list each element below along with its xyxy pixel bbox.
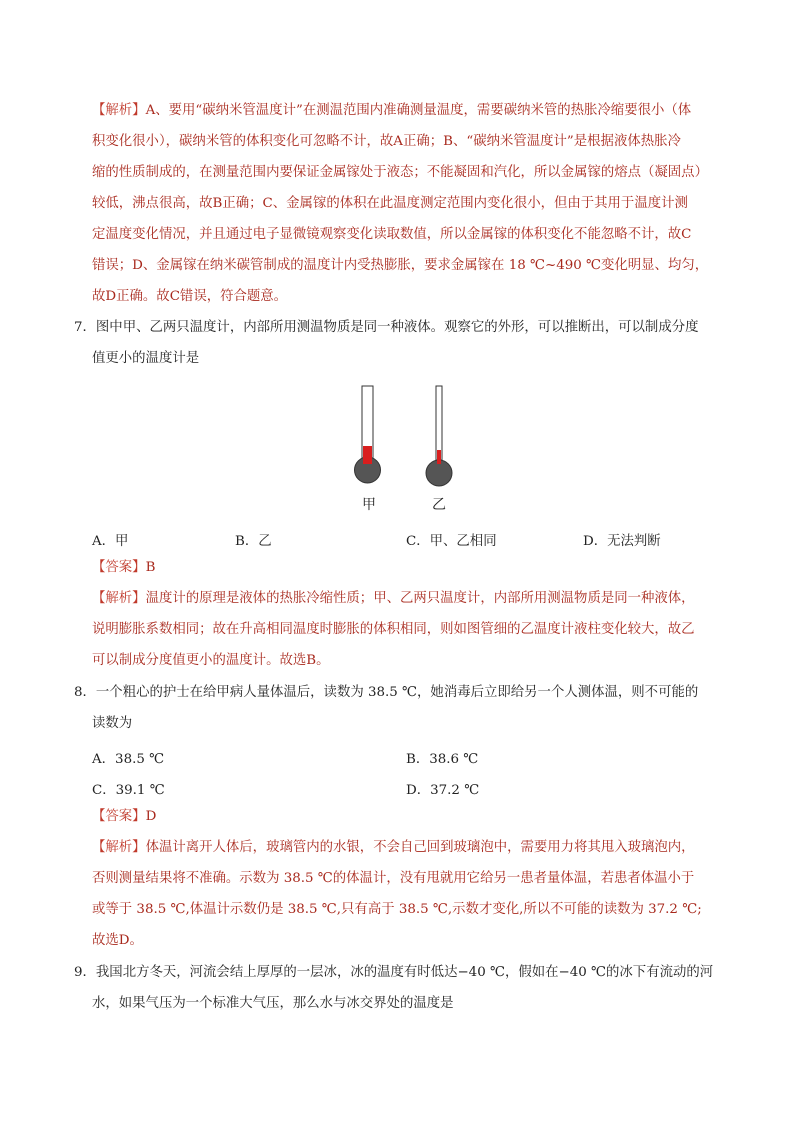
q8-option-d[interactable]: D．37.2 ℃	[406, 783, 480, 798]
q8-analysis-label: 【解析】	[92, 840, 146, 855]
q7-stem-line-1: 7．图中甲、乙两只温度计，内部所用测温物质是同一种液体。观察它的外形，可以推断出，可以制成分度	[74, 320, 699, 335]
q7-option-b[interactable]: B．乙	[235, 534, 272, 549]
q7-answer-value: B	[145, 560, 156, 575]
thermometer-figure	[350, 384, 470, 514]
q7-analysis-line-2: 说明膨胀系数相同；故在升高相同温度时膨胀的体积相同，则如图管细的乙温度计液柱变化较大，故乙	[92, 622, 695, 637]
thermometer-yi-tube	[436, 386, 442, 460]
q6-analysis-line-6: 错误；D、金属镓在纳米碳管制成的温度计内受热膨胀，要求金属镓在 18 ℃~490 ℃变化明显、均匀，	[92, 258, 709, 273]
q7-answer	[92, 561, 155, 574]
q9-stem-line-1: 9．我国北方冬天，河流会结上厚厚的一层冰，冰的温度有时低达−40 ℃，假如在−40 ℃的冰下有流动的河	[74, 965, 714, 980]
thermometer-yi-label: 乙	[432, 497, 446, 513]
q8-stem-line-2: 读数为	[92, 716, 133, 731]
q8-analysis-line-1: 【解析】体温计离开人体后，玻璃管内的水银，不会自己回到玻璃泡中，需要用力将其甩入玻璃泡内，	[92, 840, 695, 855]
q8-answer-value: D	[145, 809, 157, 824]
q6-analysis-line-2: 积变化很小），碳纳米管的体积变化可忽略不计，故A正确；B、“碳纳米管温度计”是根据液体热胀冷	[92, 134, 681, 149]
q8-analysis-line-4: 故选D。	[92, 933, 143, 948]
q8-answer	[92, 810, 156, 823]
q6-analysis-line-7: 故D正确。故C错误，符合题意。	[92, 289, 288, 304]
q8-stem-line-1: 8．一个粗心的护士在给甲病人量体温后，读数为 38.5 ℃，她消毒后立即给另一个人测体温，则不可能的	[74, 685, 699, 700]
q8-option-c[interactable]: C．39.1 ℃	[92, 783, 165, 798]
q7-option-d[interactable]: D．无法判断	[583, 534, 661, 549]
q8-option-a[interactable]: A．38.5 ℃	[92, 752, 165, 767]
q6-analysis-label: 【解析】	[92, 103, 146, 118]
q6-analysis-line-3: 缩的性质制成的，在测量范围内要保证金属镓处于液态；不能凝固和汽化，所以金属镓的熔点（凝固点）	[92, 165, 708, 180]
q7-option-c[interactable]: C．甲、乙相同	[406, 534, 497, 549]
q7-analysis-label: 【解析】	[92, 591, 146, 606]
q6-analysis-line-1: 【解析】A、要用“碳纳米管温度计”在测温范围内准确测量温度，需要碳纳米管的热胀冷缩要很小（体	[92, 103, 692, 118]
q8-analysis-line-3: 或等于 38.5 ℃,体温计示数仍是 38.5 ℃,只有高于 38.5 ℃,示数才变化,所以不可能的读数为 37.2 ℃;	[92, 902, 702, 917]
q7-number: 7．	[74, 320, 96, 335]
q7-analysis-line-3: 可以制成分度值更小的温度计。故选B。	[92, 653, 330, 668]
q8-option-b[interactable]: B．38.6 ℃	[406, 752, 479, 767]
q9-stem-line-2: 水，如果气压为一个标准大气压，那么水与冰交界处的温度是	[92, 996, 454, 1011]
thermometer-yi-liquid-neck	[437, 458, 441, 464]
q7-option-a[interactable]: A．甲	[92, 534, 129, 549]
q7-stem-line-2: 值更小的温度计是	[92, 351, 200, 366]
q8-analysis-line-2: 否则测量结果将不准确。示数为 38.5 ℃的体温计，没有甩就用它给另一患者量体温，若患者体温小于	[92, 871, 695, 886]
q6-analysis-line-4: 较低，沸点很高，故B正确；C、金属镓的体积在此温度测定范围内变化很小，但由于其用于温度计测	[92, 196, 688, 211]
q6-analysis-line-5: 定温度变化情况，并且通过电子显微镜观察变化读取数值，所以金属镓的体积变化不能忽略不计，故C	[92, 227, 692, 242]
q8-answer-label: 【答案】	[92, 809, 146, 824]
q9-number: 9．	[74, 965, 96, 980]
q7-analysis-line-1: 【解析】温度计的原理是液体的热胀冷缩性质；甲、乙两只温度计，内部所用测温物质是同一种液体，	[92, 591, 695, 606]
q7-answer-label: 【答案】	[92, 560, 146, 575]
thermometer-jia-label: 甲	[362, 497, 376, 513]
q8-number: 8．	[74, 685, 96, 700]
thermometer-jia-liquid-neck	[363, 456, 372, 464]
